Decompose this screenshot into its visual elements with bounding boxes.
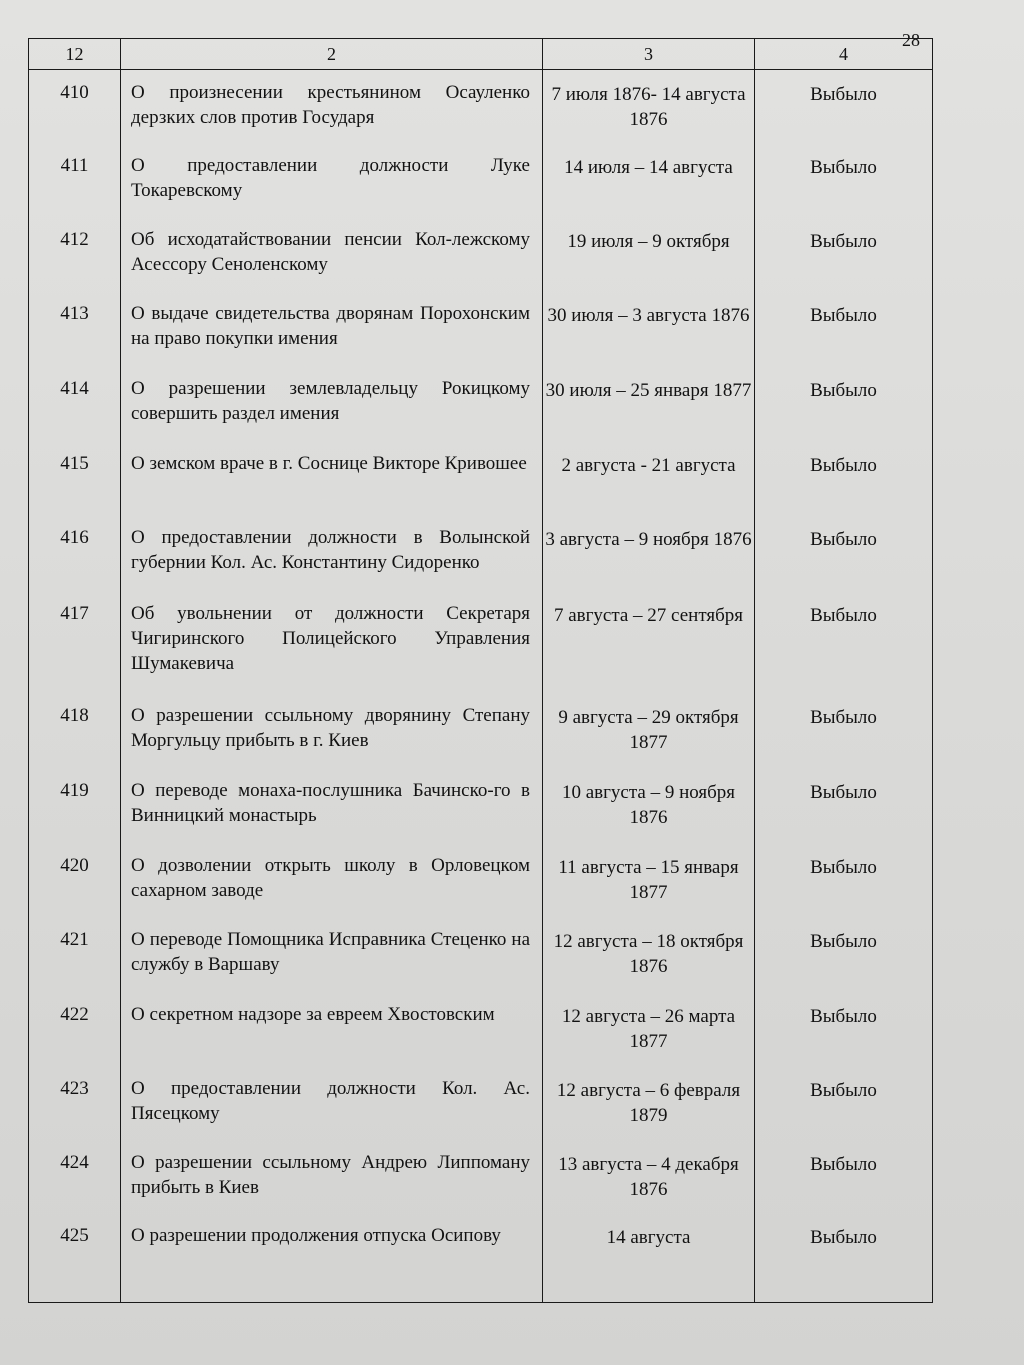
record-status: Выбыло [755,70,933,143]
table-row [29,366,933,441]
record-status: Выбыло [755,515,933,591]
table-row [29,515,933,591]
record-dates: 13 августа – 4 декабря 1876 [543,1140,755,1213]
record-status: Выбыло [755,843,933,917]
record-dates: 7 августа – 27 сентября [543,591,755,693]
record-number: 418 [29,693,121,768]
table-row [29,591,933,693]
record-dates: 12 августа – 26 марта 1877 [543,992,755,1066]
record-number: 413 [29,291,121,366]
record-number: 421 [29,917,121,992]
record-status: Выбыло [755,441,933,515]
record-dates: 11 августа – 15 января 1877 [543,843,755,917]
table-row [29,70,933,143]
table-row [29,992,933,1066]
record-dates: 30 июля – 25 января 1877 [543,366,755,441]
record-number: 412 [29,217,121,291]
record-status: Выбыло [755,917,933,992]
record-status: Выбыло [755,1213,933,1303]
record-status: Выбыло [755,1066,933,1140]
table-row [29,143,933,217]
record-dates: 7 июля 1876- 14 августа 1876 [543,70,755,143]
record-dates: 14 августа [543,1213,755,1303]
record-status: Выбыло [755,693,933,768]
record-dates: 12 августа – 6 февраля 1879 [543,1066,755,1140]
record-dates: 9 августа – 29 октября 1877 [543,693,755,768]
record-title: О разрешении ссыльному дворянину Степану Моргульцу прибыть в г. Киев [121,693,543,768]
record-status: Выбыло [755,992,933,1066]
record-title: Об увольнении от должности Секретаря Чигиринского Полицейского Управления Шумакевича [121,591,543,693]
record-title: О переводе монаха-послушника Бачинско-го в Винницкий монастырь [121,768,543,843]
header-row [29,39,933,70]
record-title: О дозволении открыть школу в Орловецком сахарном заводе [121,843,543,917]
record-dates: 2 августа - 21 августа [543,441,755,515]
record-dates: 30 июля – 3 августа 1876 [543,291,755,366]
record-status: Выбыло [755,1140,933,1213]
record-status: Выбыло [755,291,933,366]
record-number: 417 [29,591,121,693]
table-row [29,917,933,992]
record-number: 419 [29,768,121,843]
column-header-title: 2 [121,39,543,70]
table-row [29,291,933,366]
record-dates: 10 августа – 9 ноября 1876 [543,768,755,843]
table-row [29,1066,933,1140]
record-number: 423 [29,1066,121,1140]
record-status: Выбыло [755,143,933,217]
record-title: О произнесении крестьянином Осауленко дерзких слов против Государя [121,70,543,143]
record-number: 422 [29,992,121,1066]
page-number: 28 [902,30,920,50]
record-title: О разрешении землевладельцу Рокицкому совершить раздел имения [121,366,543,441]
table-row [29,843,933,917]
record-number: 415 [29,441,121,515]
record-title: О предоставлении должности в Волынской губернии Кол. Ас. Константину Сидоренко [121,515,543,591]
table-row [29,693,933,768]
table-body [29,70,933,1303]
record-title: О разрешении ссыльному Андрею Липпоману прибыть в Киев [121,1140,543,1213]
record-title: О земском враче в г. Соснице Викторе Кривошее [121,441,543,515]
table-row [29,1140,933,1213]
record-title: О выдаче свидетельства дворянам Порохонским на право покупки имения [121,291,543,366]
table-row [29,217,933,291]
column-header-dates: 3 [543,39,755,70]
record-dates: 12 августа – 18 октября 1876 [543,917,755,992]
record-status: Выбыло [755,217,933,291]
record-title: Об исходатайствовании пенсии Кол-лежскому Асессору Сеноленскому [121,217,543,291]
register-table [28,38,933,1303]
record-number: 414 [29,366,121,441]
record-number: 416 [29,515,121,591]
record-number: 410 [29,70,121,143]
table-row [29,1213,933,1303]
record-status: Выбыло [755,366,933,441]
record-title: О предоставлении должности Луке Токаревскому [121,143,543,217]
record-number: 424 [29,1140,121,1213]
record-status: Выбыло [755,591,933,693]
record-number: 411 [29,143,121,217]
record-dates: 19 июля – 9 октября [543,217,755,291]
column-header-number: 12 [29,39,121,70]
column-header-status: 4 [755,39,933,70]
record-status: Выбыло [755,768,933,843]
record-title: О секретном надзоре за евреем Хвостовским [121,992,543,1066]
table-row [29,768,933,843]
record-number: 420 [29,843,121,917]
record-number: 425 [29,1213,121,1303]
table-row [29,441,933,515]
record-dates: 14 июля – 14 августа [543,143,755,217]
record-title: О переводе Помощника Исправника Стеценко на службу в Варшаву [121,917,543,992]
record-dates: 3 августа – 9 ноября 1876 [543,515,755,591]
record-title: О предоставлении должности Кол. Ас. Пясецкому [121,1066,543,1140]
record-title: О разрешении продолжения отпуска Осипову [121,1213,543,1303]
